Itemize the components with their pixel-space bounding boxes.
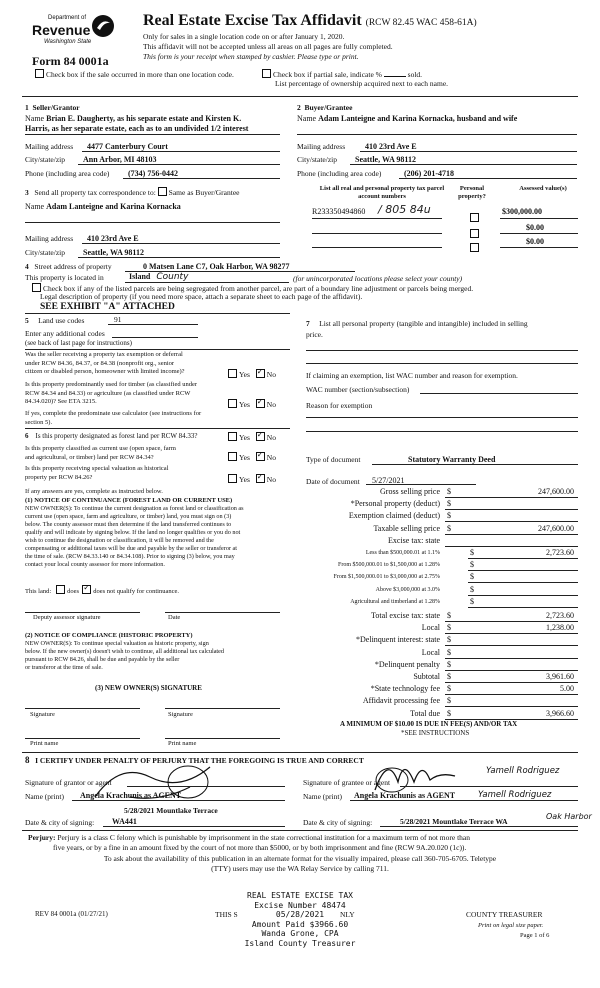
tax-row-label: Total excise tax: state xyxy=(371,611,440,620)
additional-codes: Enter any additional codes xyxy=(25,329,105,338)
parcel-col1-header: List all real and personal property tax parcel account numbers xyxy=(319,185,445,200)
doc-type[interactable]: Statutory Warranty Deed xyxy=(408,455,496,464)
wa-logo-icon xyxy=(90,13,116,39)
buyer-num: 2 xyxy=(297,103,301,112)
grantor-date-city[interactable]: 5/28/2021 Mountlake Terrace xyxy=(124,806,218,815)
multi-location-label: Check box if the sale occurred in more than one location code. xyxy=(46,70,234,79)
perjury-text: Perjury: Perjury is a class C felony which is punishable by imprisonment in the state correctional institution for a maximum term of not more than five years, or by a fine in an amount fixed by the court of not more than $5000, or by both imprisonment and fine (RCW 9A.20.020 (1c)). xyxy=(28,833,470,852)
grantee-signature-scribble xyxy=(370,752,460,796)
tax-row xyxy=(300,635,578,646)
seller-mailing[interactable]: 4477 Canterbury Court xyxy=(87,142,168,151)
tax-row xyxy=(300,511,578,522)
county-treasurer: COUNTY TREASURER xyxy=(466,910,543,919)
tax-row-dollar: $ xyxy=(470,560,474,570)
county-value: Island xyxy=(129,272,151,281)
form-title xyxy=(143,12,477,30)
doc-type-label: Type of document xyxy=(306,455,361,464)
parcel-number[interactable]: R233350494860 xyxy=(312,207,366,216)
tax-row-label: Local xyxy=(421,647,440,657)
grantor-name[interactable]: Angela Krachunis as AGENT xyxy=(80,791,182,800)
tax-row-value[interactable]: 1,238.00 xyxy=(546,623,574,633)
tax-row-dollar: $ xyxy=(447,647,451,657)
reason-label: Reason for exemption xyxy=(306,401,373,410)
parcel-col2-header: Personal property? xyxy=(458,185,486,200)
q-current-use-answer[interactable]: Yes ✓ No xyxy=(228,452,276,462)
buyer-mailing[interactable]: 410 23rd Ave E xyxy=(365,142,417,151)
parcel-row xyxy=(312,205,580,219)
tax-row-label: *Delinquent penalty xyxy=(374,659,440,669)
tax-row-dollar: $ xyxy=(447,487,451,496)
seller-num: 1 xyxy=(25,103,29,112)
section7-label: 7 List all personal property (tangible and intangible) included in selling price. xyxy=(306,319,528,339)
dor-logo xyxy=(28,13,118,53)
header-note3: This form is your receipt when stamped by cashier. Please type or print. xyxy=(143,52,359,61)
property-num: 4 xyxy=(25,262,29,271)
buyer-name-row xyxy=(297,114,517,123)
certify-heading: 8 I CERTIFY UNDER PENALTY OF PERJURY THAT THE FOREGOING IS TRUE AND CORRECT xyxy=(25,755,364,765)
doc-date-label: Date of document xyxy=(306,477,360,486)
q-forest-answer[interactable]: Yes ✓ No xyxy=(228,432,276,442)
tax-row-label: Excise tax: state xyxy=(388,535,440,545)
tax-row xyxy=(300,672,578,683)
buyer-phone[interactable]: (206) 201-4718 xyxy=(404,169,454,178)
tax-row-label: Less than $500,000.01 at 1.1% xyxy=(365,550,440,556)
tax-row-dollar: $ xyxy=(447,623,451,633)
tax-row xyxy=(300,499,578,510)
assessor-signature-label: Deputy assessor signature xyxy=(33,614,101,621)
tax-row-dollar: $ xyxy=(447,672,451,681)
if-any-note: If any answers are yes, complete as instructed below. xyxy=(25,488,163,495)
tax-row-value[interactable]: 3,961.60 xyxy=(546,672,574,681)
tax-row-label: *Delinquent interest: state xyxy=(356,635,440,645)
grantee-name[interactable]: Angela Krachunis as AGENT xyxy=(354,791,456,800)
title-text: Real Estate Excise Tax Affidavit xyxy=(143,12,362,29)
tax-row-value[interactable]: 2,723.60 xyxy=(546,611,574,620)
grantor-date-label: Date & city of signing: xyxy=(25,818,95,827)
q-forest: 6 Is this property designated as forest land per RCW 84.33? xyxy=(25,432,198,440)
seller-city-label: City/state/zip xyxy=(25,155,65,164)
yes-checkbox[interactable] xyxy=(228,474,237,483)
section5-num: 5 xyxy=(25,316,29,325)
grantee-date-city[interactable]: 5/28/2021 Mountlake Terrace WA xyxy=(400,817,508,826)
grantor-name-label: Name (print) xyxy=(25,792,64,801)
land-use-row xyxy=(25,316,84,325)
correspondence-name-row xyxy=(25,202,181,211)
tax-row xyxy=(300,660,578,671)
legal-label: Legal description of property (if you need more space, attach a separate sheet to each page of the affidavit). xyxy=(40,292,363,301)
property-county-select[interactable] xyxy=(129,272,289,282)
this-land-row: This land: does ✓ does not qualify for continuance. xyxy=(25,585,179,595)
multi-location-checkbox[interactable] xyxy=(35,69,44,78)
q-current-use: Is this property classified as current use (open space, farm and agricultural, or timber) land per RCW 84.34? xyxy=(25,445,176,461)
partial-sale-check[interactable] xyxy=(262,69,422,79)
county-handwritten: County xyxy=(156,272,189,282)
exemption-label: If claiming an exemption, list WAC number and reason for exemption. xyxy=(306,371,518,380)
seller-heading-text: Seller/Grantor xyxy=(32,103,80,112)
parcel-value[interactable]: $300,000.00 xyxy=(502,207,542,216)
owner-signature-label: Signature xyxy=(30,711,55,718)
notice2-title: (2) NOTICE OF COMPLIANCE (HISTORIC PROPERTY) xyxy=(25,632,193,639)
yes-checkbox[interactable] xyxy=(228,432,237,441)
does-not-checkbox[interactable] xyxy=(82,585,91,594)
see-back: (see back of last page for instructions) xyxy=(25,339,132,347)
tax-row-label: Local xyxy=(421,623,440,633)
q-historic: Is this property receiving special valuation as historical property per RCW 84.26? xyxy=(25,465,169,481)
tax-row xyxy=(300,487,578,498)
correspondence-name-label: Name xyxy=(25,202,45,211)
tax-row-label: Subtotal xyxy=(413,672,440,681)
same-as-buyer-checkbox[interactable] xyxy=(158,187,167,196)
tax-row xyxy=(300,648,578,659)
parcel-col3-header: Assessed value(s) xyxy=(519,185,567,192)
yes-checkbox[interactable] xyxy=(228,369,237,378)
buyer-name[interactable]: Adam Lanteigne and Karina Kornacka, husband and wife xyxy=(318,114,518,123)
segregated-label: Check box if any of the listed parcels are being segregated from another parcel, are part of a boundary line adjustment or parcels being merged. xyxy=(43,284,474,293)
tax-row xyxy=(300,709,578,720)
tax-row xyxy=(300,611,578,622)
buyer-name-label: Name xyxy=(297,114,317,123)
partial-sale-checkbox[interactable] xyxy=(262,69,271,78)
tax-row xyxy=(300,585,578,596)
parcel-value[interactable]: $0.00 xyxy=(526,223,544,232)
tax-row-value[interactable]: 247,600.00 xyxy=(538,487,574,496)
grantee-date-label: Date & city of signing: xyxy=(303,818,373,827)
alt-format-text: To ask about the availability of this publication in an alternate format for the visually impaired, please call 360-705-6705. Teletype (TTY) users may use the WA Relay Service by calling 711. xyxy=(103,854,497,873)
seller-mailing-label: Mailing address xyxy=(25,142,74,151)
dept-line2: Revenue xyxy=(32,22,91,38)
multi-location-check[interactable] xyxy=(35,69,234,79)
yes-checkbox[interactable] xyxy=(228,452,237,461)
tax-row-value[interactable]: 2,723.60 xyxy=(546,548,574,557)
this-space: THIS S xyxy=(215,910,238,919)
seller-name-2[interactable]: Harris, as her separate estate, each as to an undivided 1/2 interest xyxy=(25,124,249,133)
buyer-mailing-label: Mailing address xyxy=(297,142,346,151)
q-historic-answer[interactable]: Yes ✓ No xyxy=(228,474,276,484)
header-note2: This affidavit will not be accepted unless all areas on all pages are fully completed. xyxy=(143,42,393,51)
tax-row-label: Affidavit processing fee xyxy=(362,696,440,706)
seller-name-label: Name xyxy=(25,114,45,123)
buyer-heading-text: Buyer/Grantee xyxy=(304,103,353,112)
assessor-date-label: Date xyxy=(168,614,181,621)
unincorporated-note: (for unincorporated locations please select your county) xyxy=(293,274,463,283)
grantee-name-label: Name (print) xyxy=(303,792,342,801)
seller-heading xyxy=(25,103,80,112)
sig-grantee-label: Signature of grantee or agent xyxy=(303,778,391,787)
rev-number: REV 84 0001a (01/27/21) xyxy=(35,910,108,918)
owner-print-name-label: Print name xyxy=(168,740,197,747)
legal-size-note: Print on legal size paper. xyxy=(478,922,544,929)
header-note1: Only for sales in a single location code on or after January 1, 2020. xyxy=(143,32,345,41)
land-use-label: Land use codes xyxy=(38,316,85,325)
seller-city[interactable]: Ann Arbor, MI 48103 xyxy=(83,155,157,164)
seller-name-line1 xyxy=(25,114,241,123)
list-percentage: List percentage of ownership acquired next to each name. xyxy=(275,79,449,88)
segregated-checkbox[interactable] xyxy=(32,283,41,292)
seller-name-1[interactable]: Brian E. Daugherty, as his separate estate and Kirsten K. xyxy=(46,114,242,123)
correspondence-city[interactable]: Seattle, WA 98112 xyxy=(83,248,144,257)
tax-row xyxy=(300,684,578,695)
page-number: Page 1 of 6 xyxy=(520,932,550,939)
minimum-fee-note: A MINIMUM OF $10.00 IS DUE IN FEE(S) AND/OR TAX xyxy=(340,720,518,728)
tax-row xyxy=(300,597,578,608)
tax-row xyxy=(300,623,578,634)
tax-row-label: Gross selling price xyxy=(380,487,440,496)
q-exemption-answer[interactable]: Yes ✓ No xyxy=(228,369,276,379)
tax-row xyxy=(300,524,578,535)
only-text: NLY xyxy=(340,910,355,919)
tax-row-value[interactable]: 3,966.60 xyxy=(546,708,574,718)
tax-row-dollar: $ xyxy=(470,548,474,557)
parcel-value[interactable]: $0.00 xyxy=(526,237,544,246)
correspondence-num: 3 xyxy=(25,188,29,197)
tax-row-label: Total due xyxy=(410,708,440,718)
tax-row xyxy=(300,696,578,707)
dept-line1: Department of xyxy=(48,15,87,21)
tax-row-label: Taxable selling price xyxy=(373,523,440,533)
q-timber: Is this property predominantly used for timber (as classified under RCW 84.34 and 84.33) or agriculture (as classified under RCW 84.34.020)? See ETA 3215. xyxy=(25,381,198,405)
buyer-phone-label: Phone (including area code) xyxy=(297,169,382,178)
tax-row-label: From $1,500,000.01 to $3,000,000 at 2.75% xyxy=(333,574,440,581)
tax-row-dollar: $ xyxy=(447,684,451,694)
notice2-text: NEW OWNER(S): To continue special valuation as historic property, sign below. If the new owner(s) doesn't wish to continue, all additional tax calculated pursuant to RCW 84.26, shall be due and payable by the seller or transferor at the time of sale. xyxy=(25,640,224,671)
tax-row-label: Exemption claimed (deduct) xyxy=(348,511,440,521)
sig-grantor-label: Signature of grantor or agent xyxy=(25,778,112,787)
no-checkbox[interactable] xyxy=(256,399,265,408)
wac-label: WAC number (section/subsection) xyxy=(306,385,410,394)
correspondence-name[interactable]: Adam Lanteigne and Karina Kornacka xyxy=(46,202,181,211)
grantee-handwritten-name: Yamell Rodriguez xyxy=(486,766,560,776)
new-owner-signature-heading: (3) NEW OWNER(S) SIGNATURE xyxy=(95,684,202,692)
tax-row-dollar: $ xyxy=(447,523,451,533)
no-checkbox[interactable] xyxy=(256,369,265,378)
tax-row-dollar: $ xyxy=(470,584,474,594)
doc-date[interactable]: 5/27/2021 xyxy=(372,476,405,485)
tax-row xyxy=(300,548,578,559)
if-yes-note: If yes, complete the predominate use calculator (see instructions for section 5). xyxy=(25,410,202,426)
buyer-city-label: City/state/zip xyxy=(297,155,337,164)
buyer-heading xyxy=(297,103,352,112)
parcel-handwritten: / 805 84u xyxy=(378,203,431,216)
notice1-text: NEW OWNER(S): To continue the current designation as forest land or classification as current use (open space, farm and agriculture, or timber) land, you must sign on (3) below. The county assessor must then determine if the land transferred continues to qualify and will indicate by signing below. If the land no longer qualifies or you do not wish to continue the designation or classification, it will be removed and the compensating or additional taxes will be due and payable by the seller or transferor at the time of sale. (RCW 84.33.140 or 84.34.108). Prior to signing (3) below, you may contact your local county assessor for more information. xyxy=(25,505,244,568)
tax-row-value[interactable]: 247,600.00 xyxy=(538,523,574,533)
grantee-city-handwritten: Oak Harbor xyxy=(546,812,592,821)
form-number: Form 84 0001a xyxy=(32,54,109,68)
does-checkbox[interactable] xyxy=(56,585,65,594)
tax-row-dollar: $ xyxy=(447,635,451,645)
tax-row-label: *State technology fee xyxy=(370,684,440,694)
treasurer-stamp: REAL ESTATE EXCISE TAX Excise Number 48474 05/28/2021 Amount Paid $3966.60 Wanda Grone, CPA Island County Treasurer xyxy=(244,891,356,948)
same-as-buyer-label: Same as Buyer/Grantee xyxy=(168,188,240,197)
see-instructions: *SEE INSTRUCTIONS xyxy=(401,729,470,737)
title-ref: (RCW 82.45 WAC 458-61A) xyxy=(365,18,477,28)
buyer-city[interactable]: Seattle, WA 98112 xyxy=(355,155,416,164)
tax-row-dollar: $ xyxy=(447,611,451,620)
property-located-label: This property is located in xyxy=(25,273,104,282)
property-street-label: Street address of property xyxy=(34,262,112,271)
partial-sale-label: Check box if partial sale, indicate % xyxy=(273,70,382,79)
tax-row-dollar: $ xyxy=(447,708,451,718)
seller-phone-label: Phone (including area code) xyxy=(25,169,110,178)
notice1-title: (1) NOTICE OF CONTINUANCE (FOREST LAND OR CURRENT USE) xyxy=(25,497,233,504)
q-exemption: Was the seller receiving a property tax exemption or deferral under RCW 84.36, 84.37, or 84.38 (nonprofit org., senior citizen or disabled person, homeowner with limited income)? xyxy=(25,351,185,375)
dept-line3: Washington State xyxy=(44,39,92,45)
grantee-handwritten-print: Yamell Rodriguez xyxy=(478,790,552,800)
no-checkbox[interactable] xyxy=(256,432,265,441)
no-checkbox[interactable] xyxy=(256,452,265,461)
tax-row xyxy=(300,572,578,583)
tax-row-label: Above $3,000,000 at 3.0% xyxy=(375,586,440,593)
tax-row xyxy=(300,560,578,571)
property-street[interactable]: 0 Matsen Lane C7, Oak Harbor, WA 98277 xyxy=(143,262,290,271)
land-use-code[interactable]: 91 xyxy=(114,315,122,324)
tax-row-label: Agricultural and timberland at 1.28% xyxy=(350,598,440,605)
no-checkbox[interactable] xyxy=(256,474,265,483)
correspondence-row xyxy=(25,187,239,197)
correspondence-label: Send all property tax correspondence to: xyxy=(34,188,156,197)
yes-checkbox[interactable] xyxy=(228,399,237,408)
owner-print-name-label: Print name xyxy=(30,740,59,747)
tax-row xyxy=(300,536,578,547)
tax-row-dollar: $ xyxy=(470,596,474,606)
tax-row-label: From $500,000.01 to $1,500,000 at 1.28% xyxy=(338,562,440,569)
correspondence-city-label: City/state/zip xyxy=(25,248,65,257)
property-street-row xyxy=(25,262,112,271)
tax-row-dollar: $ xyxy=(447,511,451,521)
tax-row-dollar: $ xyxy=(447,499,451,509)
q-timber-answer[interactable]: Yes ✓ No xyxy=(228,399,276,409)
tax-row-dollar: $ xyxy=(447,659,451,669)
tax-row-label: *Personal property (deduct) xyxy=(350,499,440,509)
personal-property-checkbox[interactable] xyxy=(470,243,479,252)
seller-phone[interactable]: (734) 756-0442 xyxy=(128,169,178,178)
tax-row-value[interactable]: 5.00 xyxy=(560,684,574,694)
owner-signature-label: Signature xyxy=(168,711,193,718)
correspondence-mailing[interactable]: 410 23rd Ave E xyxy=(87,234,139,243)
legal-description[interactable]: SEE EXHIBIT "A" ATTACHED xyxy=(40,302,175,312)
tax-row-dollar: $ xyxy=(470,572,474,582)
correspondence-mailing-label: Mailing address xyxy=(25,234,74,243)
grantor-wa[interactable]: WA441 xyxy=(112,817,137,826)
partial-sale-suffix: sold. xyxy=(407,70,423,79)
tax-row-dollar: $ xyxy=(447,696,451,706)
